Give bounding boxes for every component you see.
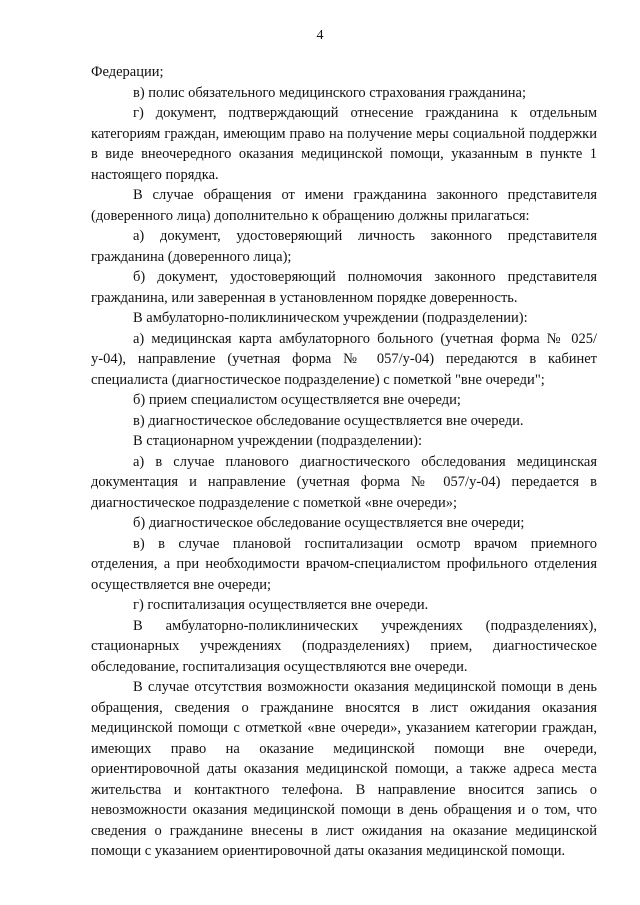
paragraph: в) в случае плановой госпитализации осмотр врачом приемного отделения, а при необходимости врачом-специалистом профильного отделения осуществляется вне очереди; xyxy=(91,535,597,593)
paragraph: в) полис обязательного медицинского страхования гражданина; xyxy=(133,84,526,101)
paragraph: В стационарном учреждении (подразделении): xyxy=(133,433,422,449)
document-body xyxy=(91,62,597,862)
paragraph: В амбулаторно-поликлинических учреждениях (подразделениях), стационарных учреждениях (подразделениях) прием, диагностическое обследование, госпитализация осуществляются вне очереди. xyxy=(91,617,597,675)
paragraph: б) диагностическое обследование осуществляется вне очереди; xyxy=(133,515,525,531)
paragraph: а) медицинская карта амбулаторного больного (учетная форма № 025/у-04), направление (учетная форма № 057/у-04) передаются в кабинет специалиста (диагностическое подразделение) с пометкой "вне очереди"; xyxy=(91,330,597,388)
paragraph: Федерации; xyxy=(91,64,164,80)
paragraph: б) прием специалистом осуществляется вне очереди; xyxy=(133,392,461,408)
paragraph: б) документ, удостоверяющий полномочия законного представителя гражданина, или заверенная в установленном порядке доверенность. xyxy=(91,269,597,306)
paragraph: а) в случае планового диагностического обследования медицинская документация и направление (учетная форма № 057/у-04) передается в диагностическое подразделение с пометкой «вне очереди»; xyxy=(91,453,597,511)
paragraph: а) документ, удостоверяющий личность законного представителя гражданина (доверенного лица); xyxy=(91,228,597,265)
paragraph: В случае отсутствия возможности оказания медицинской помощи в день обращения, сведения о гражданине вносятся в лист ожидания оказания медицинской помощи с отметкой «вне очереди», указанием категории граждан, имеющих право на оказание медицинской помощи вне очереди, ориентировочной даты оказания медицинской помощи, а также адреса места жительства и контактного телефона. В направление вносится запись о невозможности оказания медицинской помощи в день обращения и о том, что сведения о гражданине внесены в лист ожидания на оказание медицинской помощи с указанием ориентировочной даты оказания медицинской помощи. xyxy=(91,679,597,859)
paragraph: В случае обращения от имени гражданина законного представителя (доверенного лица) дополнительно к обращению должны прилагаться: xyxy=(91,187,597,224)
paragraph: г) документ, подтверждающий отнесение гражданина к отдельным категориям граждан, имеющим право на получение меры социальной поддержки в виде внеочередного оказания медицинской помощи, указанным в пункте 1 настоящего порядка. xyxy=(91,105,597,183)
paragraph: в) диагностическое обследование осуществляется вне очереди. xyxy=(133,412,524,429)
page-number: 4 xyxy=(316,28,324,43)
paragraph: В амбулаторно-поликлиническом учреждении (подразделении): xyxy=(133,310,528,326)
paragraph: г) госпитализация осуществляется вне очереди. xyxy=(133,597,429,613)
